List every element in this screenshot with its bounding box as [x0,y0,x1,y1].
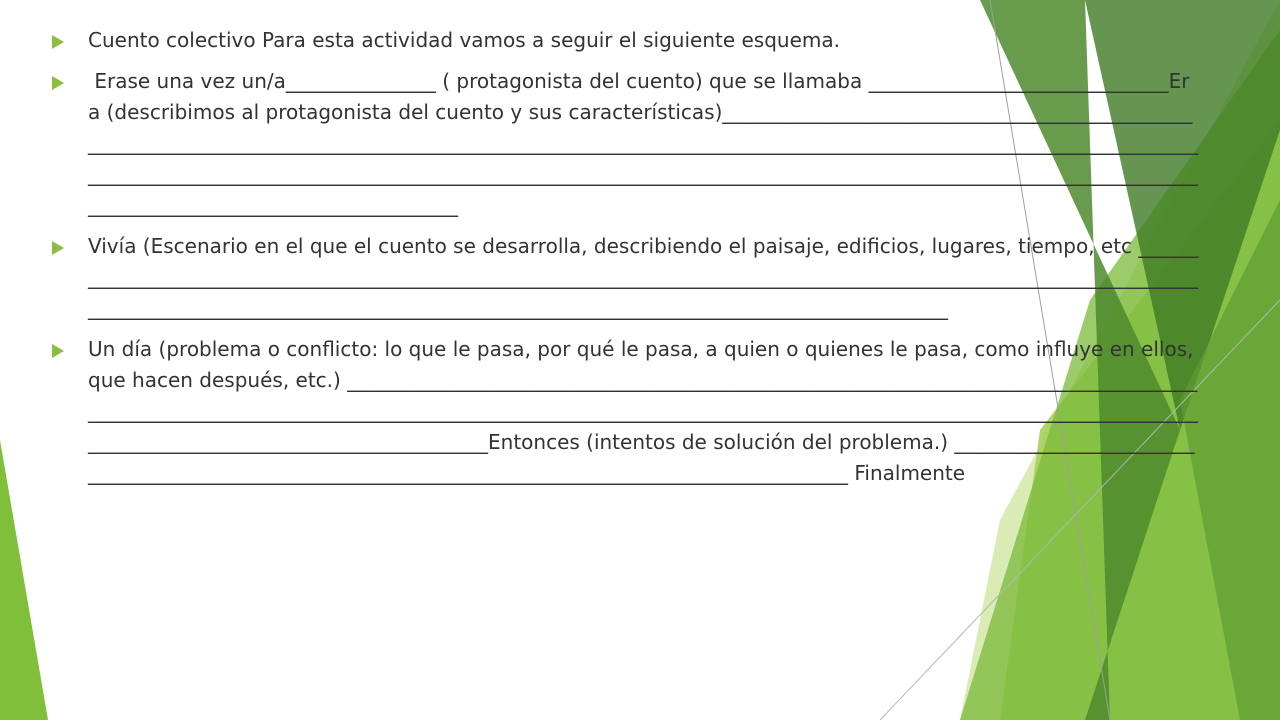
bullet-item [50,231,1200,324]
bullet-list [50,25,1200,499]
bullet-text: Un día (problema o conflicto: lo que le pasa, por qué le pasa, a quien o quienes le pasa, como influye en ellos, que hacen después, etc.) ____________________________________________________________________________________________________________________________________________________________________________________________________________________________________________Entonces (intentos de solución del problema.) ____________________________________________________________________________________________________ Finalmente [88,337,1200,485]
bullet-item [50,334,1200,489]
bullet-item [50,25,1200,56]
left-green-shape [0,440,48,720]
bullet-arrow-icon [52,241,64,255]
bullet-text: Cuento colectivo Para esta actividad vamos a seguir el siguiente esquema. [88,28,840,52]
bullet-arrow-icon [52,35,64,49]
bullet-text: Vivía (Escenario en el que el cuento se desarrolla, describiendo el paisaje, edificios, lugares, tiempo, etc ___________________________________________________________________________________________________________________________________________________________________________________________________________ [88,234,1199,320]
bullet-text: Erase una vez un/a_______________ ( protagonista del cuento) que se llamaba ______________________________Era (describimos al protagonista del cuento y sus características)__________________________________________________________________________________________________________________________________________________________________________________________________________________________________________________________________________________________________________________ [88,69,1198,217]
bullet-item [50,66,1200,221]
bullet-arrow-icon [52,344,64,358]
bullet-arrow-icon [52,76,64,90]
